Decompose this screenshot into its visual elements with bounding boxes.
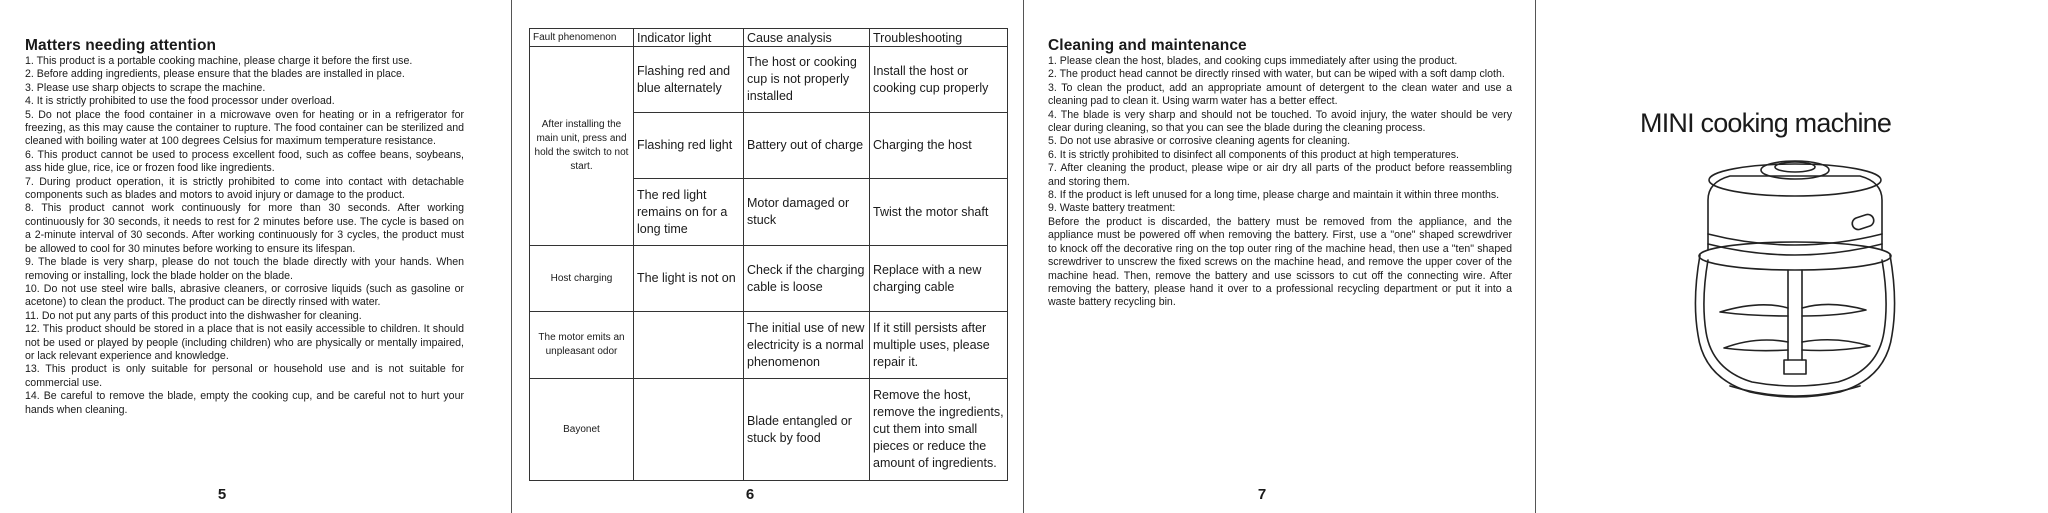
table-row	[530, 379, 1008, 481]
attention-item: 13. This product is only suitable for personal or household use and is not suitable for commercial use.	[25, 363, 464, 389]
fault-cell: Host charging	[530, 246, 634, 312]
container-rim	[1699, 242, 1891, 270]
attention-item: 8. This product cannot work continuously for more than 30 seconds. After working continuously for 30 seconds, it needs to rest for 2 minutes before use. The cycle is based on a 2-minute interval of 30 seconds. After working continuously for 3 cycles, the product must be allowed to cool for 30 minutes before working to ensure its lifespan.	[25, 202, 464, 255]
fault-cell: The motor emits an unpleasant odor	[530, 312, 634, 379]
page-6	[512, 0, 1024, 513]
indicator-light	[1851, 213, 1876, 231]
cause-cell: Blade entangled or stuck by food	[744, 379, 870, 481]
fix-cell: Twist the motor shaft	[870, 179, 1008, 246]
product-title: MINI cooking machine	[1640, 108, 1892, 138]
indicator-cell: The red light remains on for a long time	[634, 179, 744, 246]
fix-cell: Remove the host, remove the ingredients, cut them into small pieces or reduce the amount of ingredients.	[870, 379, 1008, 481]
indicator-cell: Flashing red and blue alternately	[634, 47, 744, 113]
cleaning-item: 4. The blade is very sharp and should not be touched. To avoid injury, the water should be very clear during cleaning, so that you can see the blade during the cleaning process.	[1048, 108, 1512, 135]
attention-item: 10. Do not use steel wire balls, abrasive cleaners, or corrosive liquids (such as gasoline or acetone) to clean the product. The product can be directly rinsed with water.	[25, 282, 464, 309]
attention-item: 4. It is strictly prohibited to use the food processor under overload.	[25, 95, 335, 108]
fault-cell: After installing the main unit, press and hold the switch to not start.	[530, 47, 634, 246]
attention-heading: Matters needing attention	[25, 37, 217, 54]
fault-cell: Bayonet	[530, 379, 634, 481]
cleaning-item: 3. To clean the product, add an appropriate amount of detergent to the clean water and use a cleaning pad to clean it. Using warm water has a better effect.	[1048, 81, 1512, 108]
cleaning-item: 6. It is strictly prohibited to disinfect all components of this product at high temperatures.	[1048, 148, 1460, 161]
page-5	[0, 0, 512, 513]
cleaning-item: 5. Do not use abrasive or corrosive cleaning agents for cleaning.	[1048, 135, 1351, 148]
table-row	[530, 246, 1008, 312]
table-header-row	[530, 29, 1008, 47]
page-7	[1024, 0, 1536, 513]
header-troubleshooting: Troubleshooting	[870, 29, 1008, 47]
page-number: 6	[745, 486, 755, 503]
cause-cell: The initial use of new electricity is a normal phenomenon	[744, 312, 870, 379]
mini-chopper-illustration	[1690, 160, 1900, 410]
attention-item: 14. Be careful to remove the blade, empty the cooking cup, and be careful not to hurt your hands when cleaning.	[25, 390, 464, 416]
cleaning-heading: Cleaning and maintenance	[1048, 37, 1247, 54]
cause-cell: Motor damaged or stuck	[744, 179, 870, 246]
cleaning-item: 9. Waste battery treatment:	[1048, 202, 1176, 215]
lower-blade	[1724, 340, 1788, 351]
fix-cell: Charging the host	[870, 113, 1008, 179]
cause-cell: Check if the charging cable is loose	[744, 246, 870, 312]
blade-shaft	[1788, 270, 1802, 360]
table-row	[530, 47, 1008, 113]
cleaning-item: Before the product is discarded, the battery must be removed from the appliance, and the appliance must be powered off when removing the battery. First, use a "one" shaped screwdriver to knock off the decorative ring on the top outer ring of the machine head, then use a "ten" shaped screwdriver to unscrew the fixed screws on the machine head, and remove the upper cover of the machine head. Then, remove the battery and use scissors to cut off the connecting wire. After removing the battery, please hand it over to a professional recycling department or put it into a waste battery recycling bin.	[1048, 215, 1512, 309]
header-indicator: Indicator light	[634, 29, 744, 47]
cleaning-item: 8. If the product is left unused for a long time, please charge and maintain it within three months.	[1048, 189, 1500, 202]
header-fault: Fault phenomenon	[530, 29, 634, 47]
cleaning-item: 7. After cleaning the product, please wipe or air dry all parts of the product before reassembling and storing them.	[1048, 162, 1512, 188]
attention-item: 6. This product cannot be used to process excellent food, such as coffee beans, soybeans, ass hide glue, rice, ice or frozen food like ingredients.	[25, 148, 464, 175]
attention-item: 3. Please use sharp objects to scrape the machine.	[25, 81, 266, 94]
container-inner-outline	[1704, 260, 1886, 386]
cleaning-item: 2. The product head cannot be directly rinsed with water, but can be wiped with a soft damp cloth.	[1048, 68, 1505, 81]
page-number: 5	[217, 486, 227, 503]
attention-item: 12. This product should be stored in a place that is not easily accessible to children. It should not be used or played by people (including children) who are physically or mentally impaired, or lack relevant experience and knowledge.	[25, 323, 464, 362]
motor-top	[1709, 164, 1881, 196]
attention-item: 7. During product operation, it is strictly prohibited to come into contact with detachable components such as blades and motors to avoid injury or damage to the product.	[25, 175, 464, 202]
container-base	[1730, 386, 1860, 396]
indicator-cell	[634, 379, 744, 481]
indicator-cell: Flashing red light	[634, 113, 744, 179]
attention-list	[25, 55, 464, 417]
indicator-cell: The light is not on	[634, 246, 744, 312]
fix-cell: Install the host or cooking cup properly	[870, 47, 1008, 113]
upper-blade	[1720, 305, 1788, 316]
attention-item: 2. Before adding ingredients, please ensure that the blades are installed in place.	[25, 68, 405, 81]
attention-item: 5. Do not place the food container in a microwave oven for heating or in a refrigerator for freezing, as this may cause the container to rupture. The food container can be sterilized and cleaned with boiling water at 100 degrees Celsius for maximum temperature resistance.	[25, 108, 464, 148]
cause-cell: The host or cooking cup is not properly installed	[744, 47, 870, 113]
page-number: 7	[1257, 486, 1267, 503]
container-outline	[1695, 255, 1894, 397]
fix-cell: Replace with a new charging cable	[870, 246, 1008, 312]
cause-cell: Battery out of charge	[744, 113, 870, 179]
table-row	[530, 312, 1008, 379]
indicator-cell	[634, 312, 744, 379]
cleaning-list	[1048, 55, 1512, 310]
troubleshooting-table	[529, 28, 1008, 481]
attention-item: 11. Do not put any parts of this product into the dishwasher for cleaning.	[25, 309, 362, 322]
header-cause: Cause analysis	[744, 29, 870, 47]
cleaning-item: 1. Please clean the host, blades, and cooking cups immediately after using the product.	[1048, 55, 1458, 67]
attention-item: 9. The blade is very sharp, please do not touch the blade directly with your hands. When removing or installing, lock the blade holder on the blade.	[25, 256, 464, 282]
attention-item: 1. This product is a portable cooking machine, please charge it before the first use.	[25, 55, 413, 67]
fix-cell: If it still persists after multiple uses, please repair it.	[870, 312, 1008, 379]
